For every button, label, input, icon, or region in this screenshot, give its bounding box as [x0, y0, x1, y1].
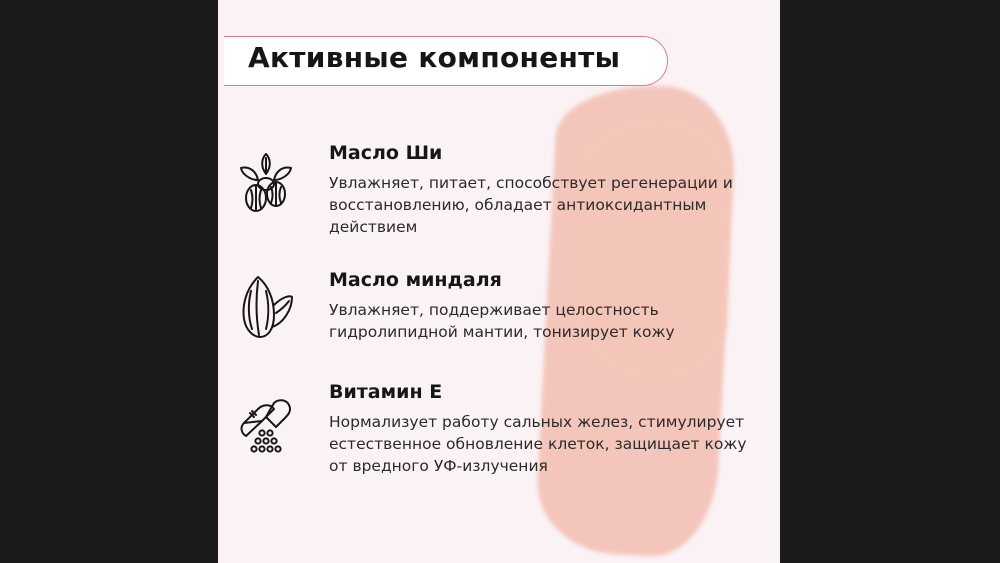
shea-nuts-icon — [238, 152, 294, 216]
component-name: Масло миндаля — [329, 269, 502, 291]
almond-icon — [238, 275, 294, 339]
page-title: Активные компоненты — [248, 41, 621, 74]
component-name: Масло Ши — [329, 142, 443, 164]
component-name: Витамин Е — [329, 381, 443, 403]
component-description: Увлажняет, поддерживает целостность гидролипидной мантии, тонизирует кожу — [329, 301, 675, 341]
slide — [218, 0, 780, 563]
component-description: Нормализует работу сальных желез, стимулирует естественное обновление клеток, защищает кожу от вредного УФ-излучения — [329, 413, 747, 475]
capsule-icon — [238, 393, 294, 457]
component-description: Увлажняет, питает, способствует регенерации и восстановлению, обладает антиоксидантным действием — [329, 174, 733, 236]
